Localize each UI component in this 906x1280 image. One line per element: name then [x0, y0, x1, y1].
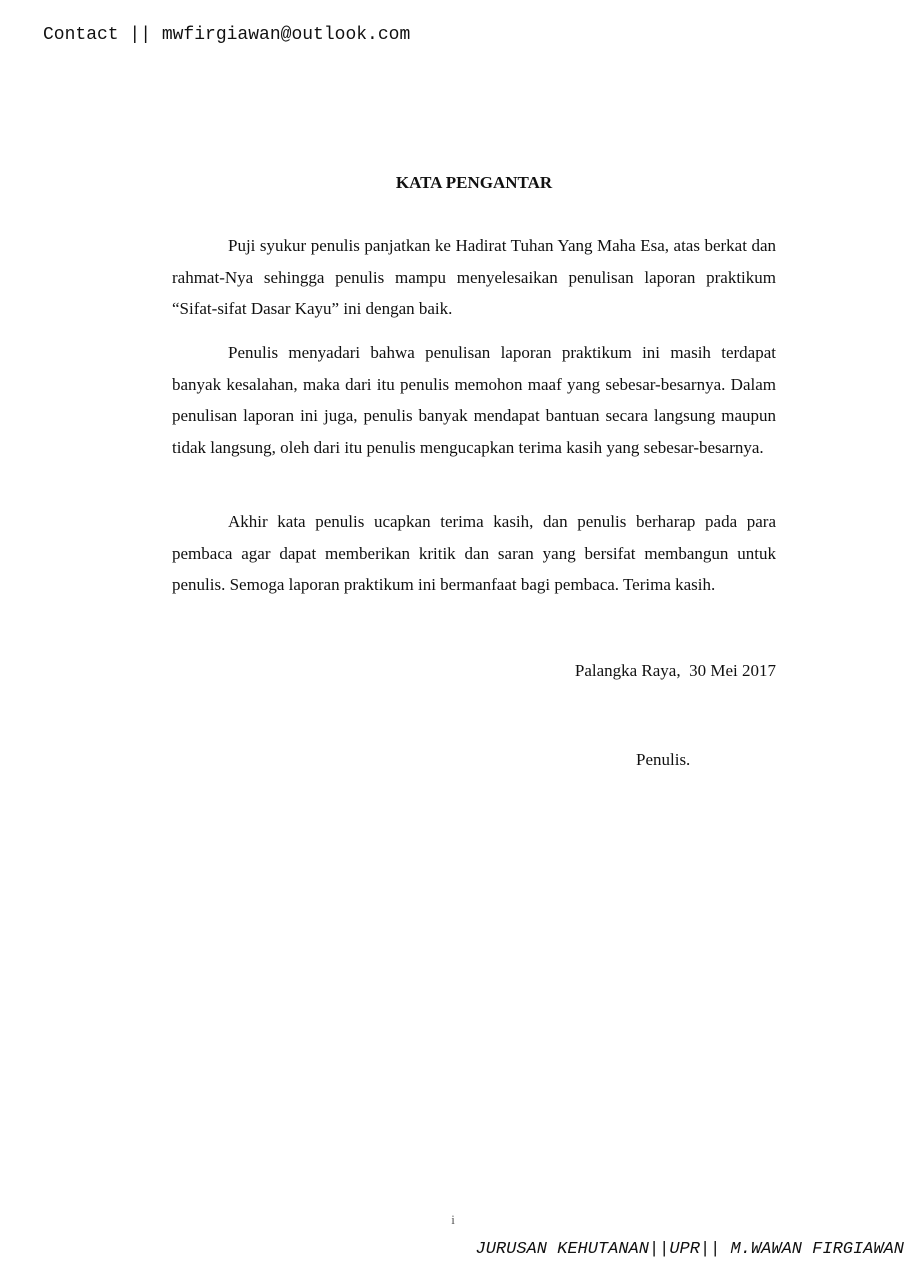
paragraph-2: Penulis menyadari bahwa penulisan laporan praktikum ini masih terdapat banyak kesalahan, maka dari itu penulis memohon maaf yang sebesar-besarnya. Dalam penulisan laporan ini juga, penulis banyak mendapat bantuan secara langsung maupun tidak langsung, oleh dari itu penulis mengucapkan terima kasih yang sebesar-besarnya. [172, 343, 776, 457]
contact-header: Contact || mwfirgiawan@outlook.com [43, 25, 411, 45]
paragraph-1: Puji syukur penulis panjatkan ke Hadirat Tuhan Yang Maha Esa, atas berkat dan rahmat-Nya sehingga penulis mampu menyelesaikan penulisan laporan praktikum “Sifat-sifat Dasar Kayu” ini dengan baik. [172, 236, 776, 318]
footer-text: JURUSAN KEHUTANAN||UPR|| M.WAWAN FIRGIAWAN [475, 1240, 904, 1259]
page-number: i [451, 1212, 455, 1227]
paragraph-3: Akhir kata penulis ucapkan terima kasih, dan penulis berharap pada para pembaca agar dapat memberikan kritik dan saran yang bersifat membangun untuk penulis. Semoga laporan praktikum ini bermanfaat bagi pembaca. Terima kasih. [172, 512, 776, 594]
page-title: KATA PENGANTAR [395, 173, 553, 192]
author-signature: Penulis. [636, 750, 691, 769]
place-and-date: Palangka Raya, 30 Mei 2017 [574, 661, 776, 680]
